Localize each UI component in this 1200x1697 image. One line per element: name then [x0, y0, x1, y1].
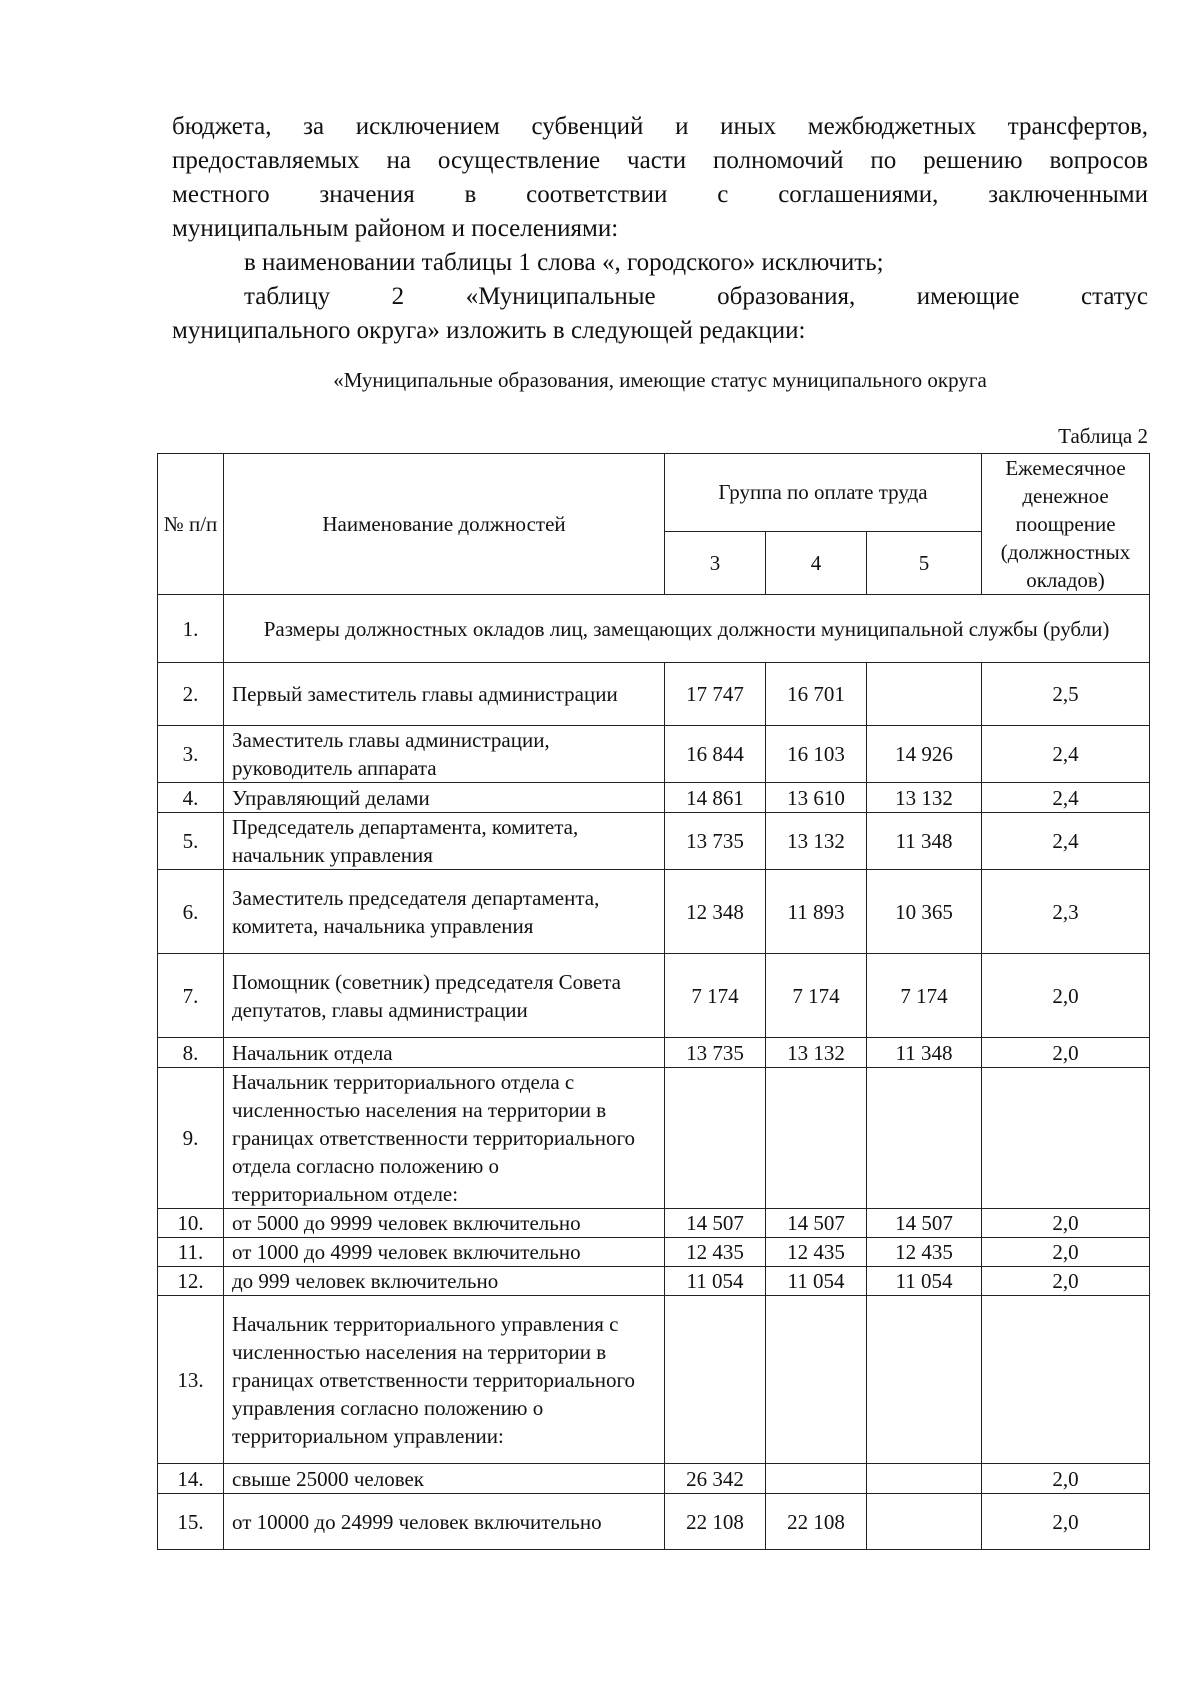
row-group-3: 12 435	[665, 1238, 766, 1267]
header-row	[158, 454, 1150, 532]
row-group-5: 7 174	[867, 954, 982, 1038]
row-num: 2.	[158, 663, 224, 726]
row-bonus: 2,0	[982, 954, 1150, 1038]
row-group-4: 12 435	[766, 1238, 867, 1267]
row-bonus: 2,0	[982, 1038, 1150, 1068]
intro-line: предоставляемых на осуществление части полномочий по решению вопросов	[172, 147, 1148, 174]
row-group-4: 13 132	[766, 1038, 867, 1068]
row-bonus: 2,4	[982, 726, 1150, 783]
row-name: от 10000 до 24999 человек включительно	[224, 1494, 665, 1550]
intro-line: таблицу 2 «Муниципальные образования, имеющие статус	[244, 283, 1148, 310]
row-group-5	[867, 1464, 982, 1494]
row-bonus: 2,4	[982, 783, 1150, 813]
row-bonus: 2,0	[982, 1267, 1150, 1296]
row-group-4: 14 507	[766, 1209, 867, 1238]
table-row	[158, 813, 1150, 870]
row-group-3: 22 108	[665, 1494, 766, 1550]
intro-line: местного значения в соответствии с соглашениями, заключенными	[172, 181, 1148, 208]
row-group-3: 16 844	[665, 726, 766, 783]
row-group-5: 11 054	[867, 1267, 982, 1296]
row-group-5	[867, 1296, 982, 1464]
row-group-3: 14 861	[665, 783, 766, 813]
row-group-4	[766, 1068, 867, 1209]
table-row	[158, 1464, 1150, 1494]
row-group-4: 7 174	[766, 954, 867, 1038]
table-row	[158, 1267, 1150, 1296]
row-bonus: 2,0	[982, 1494, 1150, 1550]
row-group-4: 16 701	[766, 663, 867, 726]
row-name: Заместитель главы администрации, руководитель аппарата	[224, 726, 665, 783]
row-name: от 5000 до 9999 человек включительно	[224, 1209, 665, 1238]
intro-text	[172, 110, 1148, 348]
table-row	[158, 726, 1150, 783]
row-group-4	[766, 1464, 867, 1494]
table-row	[158, 870, 1150, 954]
section-num: 1.	[158, 595, 224, 663]
row-name: от 1000 до 4999 человек включительно	[224, 1238, 665, 1267]
row-group-5: 11 348	[867, 813, 982, 870]
header-g3: 3	[665, 531, 766, 594]
table-label: Таблица 2	[1058, 424, 1148, 448]
row-group-3: 12 348	[665, 870, 766, 954]
header-name: Наименование должностей	[224, 454, 665, 595]
row-group-4: 11 893	[766, 870, 867, 954]
row-num: 8.	[158, 1038, 224, 1068]
row-group-5: 14 507	[867, 1209, 982, 1238]
row-bonus: 2,3	[982, 870, 1150, 954]
row-bonus: 2,5	[982, 663, 1150, 726]
row-group-5	[867, 1068, 982, 1209]
row-name: Заместитель председателя департамента, комитета, начальника управления	[224, 870, 665, 954]
row-num: 14.	[158, 1464, 224, 1494]
table-row	[158, 954, 1150, 1038]
row-num: 6.	[158, 870, 224, 954]
row-name: Начальник территориального управления с численностью населения на территории в границах ответственности территориального управления согласно положению о территориальном управлении:	[224, 1296, 665, 1464]
row-group-3: 26 342	[665, 1464, 766, 1494]
row-name: Начальник отдела	[224, 1038, 665, 1068]
table-row	[158, 1068, 1150, 1209]
row-group-4: 13 610	[766, 783, 867, 813]
row-group-3: 7 174	[665, 954, 766, 1038]
intro-paragraph: в наименовании таблицы 1 слова «, городского» исключить;	[244, 249, 884, 276]
row-group-3	[665, 1068, 766, 1209]
table-row	[158, 1038, 1150, 1068]
row-group-3	[665, 1296, 766, 1464]
section-row	[158, 595, 1150, 663]
row-group-5: 12 435	[867, 1238, 982, 1267]
row-name: Первый заместитель главы администрации	[224, 663, 665, 726]
row-group-3: 13 735	[665, 1038, 766, 1068]
row-num: 7.	[158, 954, 224, 1038]
row-group-5	[867, 663, 982, 726]
table-body	[158, 454, 1150, 1550]
row-name: Начальник территориального отдела с численностью населения на территории в границах ответственности территориального отдела согласно положению о территориальном отделе:	[224, 1068, 665, 1209]
row-bonus	[982, 1068, 1150, 1209]
row-bonus: 2,4	[982, 813, 1150, 870]
header-g4: 4	[766, 531, 867, 594]
row-group-5: 10 365	[867, 870, 982, 954]
row-group-4: 13 132	[766, 813, 867, 870]
row-group-4	[766, 1296, 867, 1464]
row-name: свыше 25000 человек	[224, 1464, 665, 1494]
row-group-3: 17 747	[665, 663, 766, 726]
row-bonus: 2,0	[982, 1464, 1150, 1494]
intro-line: муниципального округа» изложить в следующей редакции:	[172, 317, 806, 344]
row-num: 12.	[158, 1267, 224, 1296]
table-row	[158, 783, 1150, 813]
table-row	[158, 1494, 1150, 1550]
section-text: Размеры должностных окладов лиц, замещающих должности муниципальной службы (рубли)	[224, 595, 1150, 663]
header-group: Группа по оплате труда	[665, 454, 982, 532]
row-group-5: 11 348	[867, 1038, 982, 1068]
row-group-3: 13 735	[665, 813, 766, 870]
row-num: 4.	[158, 783, 224, 813]
row-group-5: 13 132	[867, 783, 982, 813]
intro-line: муниципальным районом и поселениями:	[172, 215, 619, 242]
table-row	[158, 663, 1150, 726]
intro-line: бюджета, за исключением субвенций и иных межбюджетных трансфертов,	[172, 113, 1148, 140]
row-num: 5.	[158, 813, 224, 870]
row-name: Помощник (советник) председателя Совета депутатов, главы администрации	[224, 954, 665, 1038]
row-name: Управляющий делами	[224, 783, 665, 813]
row-group-5	[867, 1494, 982, 1550]
row-group-5: 14 926	[867, 726, 982, 783]
header-g5: 5	[867, 531, 982, 594]
row-bonus: 2,0	[982, 1238, 1150, 1267]
row-num: 3.	[158, 726, 224, 783]
row-bonus: 2,0	[982, 1209, 1150, 1238]
row-name: до 999 человек включительно	[224, 1267, 665, 1296]
header-num: № п/п	[158, 454, 224, 595]
row-group-3: 14 507	[665, 1209, 766, 1238]
salary-table	[157, 453, 1150, 1550]
row-bonus	[982, 1296, 1150, 1464]
table-title: «Муниципальные образования, имеющие статус муниципального округа	[333, 368, 987, 392]
row-num: 15.	[158, 1494, 224, 1550]
row-group-4: 11 054	[766, 1267, 867, 1296]
row-num: 13.	[158, 1296, 224, 1464]
row-num: 9.	[158, 1068, 224, 1209]
row-num: 11.	[158, 1238, 224, 1267]
table-row	[158, 1296, 1150, 1464]
header-bonus: Ежемесячное денежное поощрение (должностных окладов)	[982, 454, 1150, 595]
row-num: 10.	[158, 1209, 224, 1238]
row-name: Председатель департамента, комитета, начальник управления	[224, 813, 665, 870]
table-row	[158, 1209, 1150, 1238]
row-group-4: 22 108	[766, 1494, 867, 1550]
table-row	[158, 1238, 1150, 1267]
row-group-3: 11 054	[665, 1267, 766, 1296]
row-group-4: 16 103	[766, 726, 867, 783]
